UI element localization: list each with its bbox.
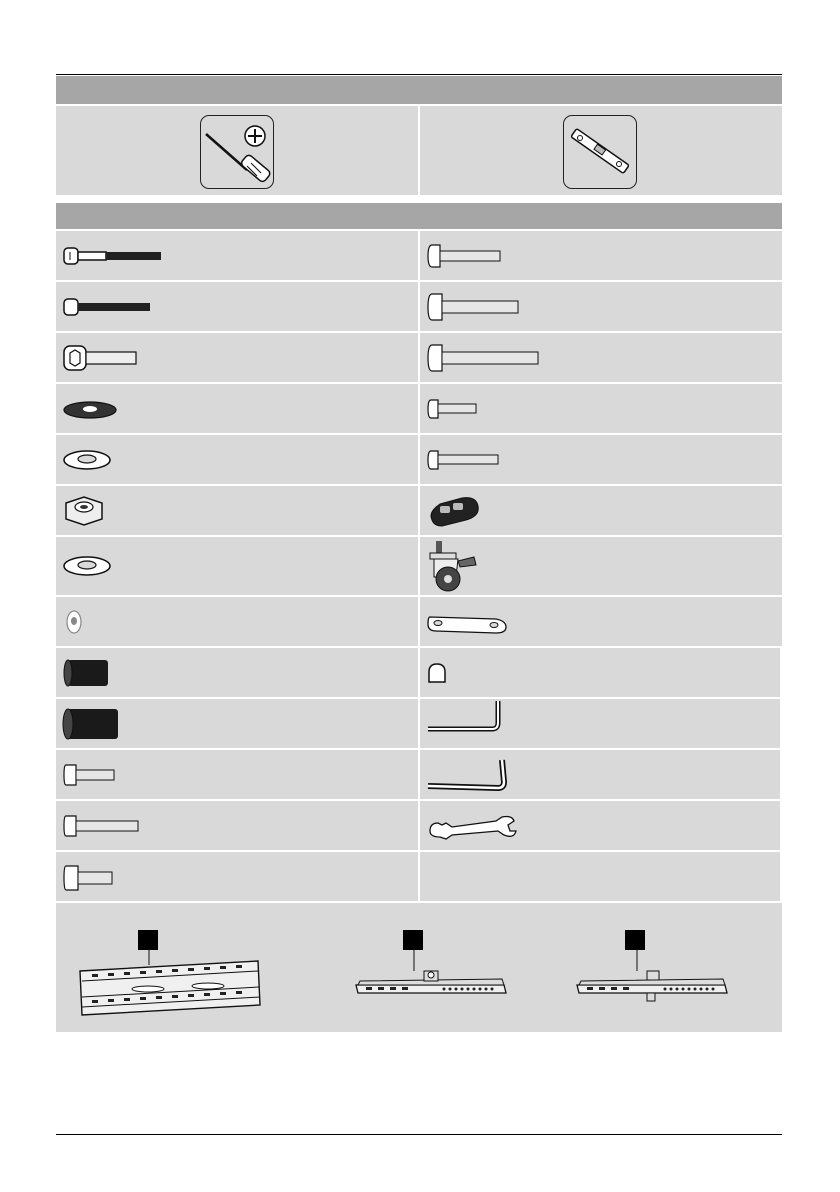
bolt-icon	[426, 449, 516, 471]
part-row-right-11	[420, 750, 780, 799]
hex-nut-icon	[60, 495, 110, 527]
part-row-right-6	[420, 486, 782, 535]
bolt-icon	[426, 243, 516, 269]
socket-cap-bolt-icon	[62, 344, 152, 372]
short-spacer-icon	[62, 658, 114, 688]
end-cap-icon	[426, 662, 450, 684]
part-row-left-4	[56, 384, 418, 433]
black-washer-icon	[62, 400, 122, 420]
part-row-left-3	[56, 333, 418, 382]
part-row-right-10	[420, 699, 780, 748]
tool-cell-screwdriver	[56, 106, 418, 195]
part-row-right-12	[420, 801, 780, 850]
part-row-left-10	[56, 699, 418, 748]
part-row-right-8	[420, 597, 782, 646]
short-bolt-icon	[62, 864, 122, 892]
open-wrench-icon	[426, 811, 526, 841]
bracket-badge	[138, 930, 158, 950]
part-row-right-1	[420, 231, 782, 280]
flat-link-plate-icon	[426, 609, 516, 635]
part-row-left-1	[56, 231, 418, 280]
washer-icon	[62, 555, 122, 577]
short-bolt-icon	[62, 762, 122, 788]
part-row-left-8	[56, 597, 418, 646]
black-hex-bolt-icon	[62, 296, 162, 318]
caster-wheel-icon	[424, 539, 484, 595]
tools-section-header	[56, 76, 782, 104]
long-hex-bolt-icon	[62, 245, 172, 267]
screwdriver-icon	[201, 116, 273, 188]
bottom-rule	[56, 1134, 782, 1135]
wall-plate-icon	[78, 949, 288, 1019]
part-row-left-5	[56, 435, 418, 484]
bracket-badge	[625, 930, 645, 950]
part-row-left-12	[56, 801, 418, 850]
part-row-left-6	[56, 486, 418, 535]
part-row-right-5	[420, 435, 782, 484]
mounting-arm-icon	[575, 949, 735, 1003]
washer-icon	[62, 449, 122, 471]
tool-frame	[200, 115, 274, 189]
part-row-left-13	[56, 852, 418, 901]
part-row-right-3	[420, 333, 782, 382]
long-bolt-icon	[426, 343, 556, 373]
large-allen-key-icon	[426, 756, 516, 796]
small-allen-key-icon	[426, 699, 516, 743]
part-row-right-2	[420, 282, 782, 331]
spirit-level-icon	[564, 116, 636, 188]
bolt-icon	[426, 292, 536, 322]
long-spacer-icon	[62, 707, 122, 741]
part-row-right-7	[420, 537, 782, 595]
mounting-arm-icon	[354, 949, 514, 999]
parts-section-header	[56, 203, 782, 229]
part-row-left-7	[56, 537, 418, 595]
tool-frame	[563, 115, 637, 189]
short-bolt-icon	[426, 398, 496, 420]
part-row-left-11	[56, 750, 418, 799]
bracket-badge	[403, 930, 423, 950]
tool-cell-level	[420, 106, 782, 195]
part-row-right-4	[420, 384, 782, 433]
part-row-right-13	[420, 852, 780, 901]
part-row-left-2	[56, 282, 418, 331]
cable-clip-icon	[426, 494, 486, 528]
part-row-left-9	[56, 648, 418, 697]
small-washer-icon	[64, 609, 88, 635]
part-row-right-9	[420, 648, 780, 697]
top-rule	[56, 74, 782, 75]
long-bolt-icon	[62, 813, 152, 839]
brackets-panel	[56, 903, 782, 1032]
